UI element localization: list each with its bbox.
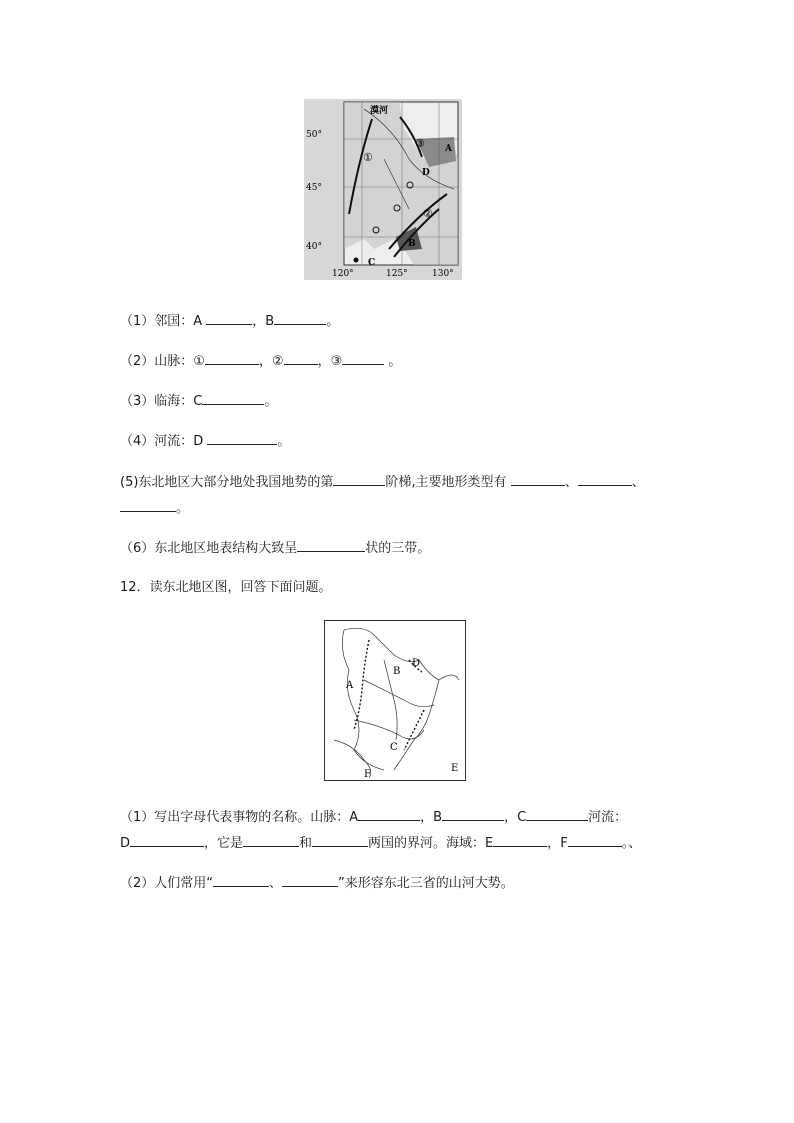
q11-l4-prefix: （4）河流：D — [120, 434, 208, 449]
q11-l5b-end: 。 — [176, 501, 190, 516]
map1-marker-a: A — [445, 144, 452, 154]
lat-label-45: 45° — [306, 183, 322, 193]
q12-l2-border: 两国的界河。海域：E — [368, 836, 494, 851]
answer-blank-12-c[interactable] — [526, 808, 588, 821]
q12-line-1 — [120, 808, 627, 826]
city-label-mohe: 漠河 — [370, 106, 389, 116]
map-1-svg — [304, 99, 462, 280]
northeast-map-figure-1 — [304, 99, 462, 280]
answer-blank-terrain-1[interactable] — [511, 473, 565, 486]
q12-l3-prefix: （2）人们常用“ — [120, 876, 214, 891]
q11-l1-end: 。 — [326, 314, 340, 329]
q12-line-3 — [120, 874, 514, 892]
q12-l1-prefix: （1）写出字母代表事物的名称。山脉：A — [120, 810, 359, 825]
q12-l2-end: 。、 — [621, 836, 642, 851]
q11-l2-sep1: ，② — [258, 354, 284, 369]
q12-line-2 — [120, 834, 641, 852]
lon-label-130: 130° — [432, 269, 454, 279]
q11-l6-prefix: （6）东北地区地表结构大致呈 — [120, 541, 298, 556]
q11-line-4 — [120, 432, 290, 450]
map2-label-f: F — [364, 769, 371, 780]
map1-marker-d: D — [422, 168, 430, 178]
q11-line-5 — [120, 473, 645, 491]
map2-label-b: B — [393, 666, 401, 677]
lat-label-40: 40° — [306, 242, 322, 252]
answer-blank-terrain-2[interactable] — [578, 473, 632, 486]
answer-blank-country-1[interactable] — [243, 834, 299, 847]
q12-l2-f: ，F — [547, 836, 568, 851]
answer-blank-mountain-3[interactable] — [342, 352, 384, 365]
map1-marker-2: ② — [423, 207, 433, 220]
q11-line-1 — [120, 312, 339, 330]
answer-blank-12-f[interactable] — [568, 834, 622, 847]
q11-line-3 — [120, 392, 277, 410]
answer-blank-step[interactable] — [333, 473, 385, 486]
q11-l1-prefix: （1）邻国：A — [120, 314, 207, 329]
q11-l6-end: 状的三带。 — [365, 541, 431, 556]
answer-blank-mountain-2[interactable] — [284, 352, 318, 365]
q12-l1-river: 河流： — [588, 810, 628, 825]
map1-marker-c: C — [368, 258, 376, 268]
map2-label-d: D — [412, 658, 421, 669]
answer-blank-river-d[interactable] — [207, 432, 277, 445]
answer-blank-a[interactable] — [206, 312, 252, 325]
answer-blank-sea-c[interactable] — [202, 392, 264, 405]
q11-l4-end: 。 — [277, 434, 291, 449]
q11-l5-sep: 、 — [564, 475, 578, 490]
q11-l2-prefix: （2）山脉：① — [120, 354, 205, 369]
q12-l2-and: 和 — [299, 836, 313, 851]
answer-blank-country-2[interactable] — [312, 834, 368, 847]
q12-l1-c: ，C — [504, 810, 527, 825]
answer-blank-12-a[interactable] — [358, 808, 420, 821]
q12-l2-d: D — [120, 836, 131, 851]
map1-marker-3: ③ — [415, 137, 425, 150]
answer-blank-mountain-1[interactable] — [205, 352, 259, 365]
answer-blank-structure[interactable] — [297, 539, 365, 552]
lat-label-50: 50° — [306, 130, 322, 140]
q11-line-6 — [120, 539, 430, 557]
answer-blank-12-e[interactable] — [493, 834, 547, 847]
q11-l5-prefix: (5)东北地区大部分地处我国地势的第 — [120, 475, 334, 490]
map-2-svg — [324, 620, 466, 781]
q11-l3-prefix: （3）临海：C — [120, 394, 203, 409]
q12-l3-sep: 、 — [269, 876, 283, 891]
q12-l1-b: ，B — [420, 810, 443, 825]
lon-label-125: 125° — [386, 269, 408, 279]
q11-l2-sep2: ，③ — [317, 354, 343, 369]
q11-l2-end: 。 — [384, 354, 402, 369]
answer-blank-phrase-2[interactable] — [282, 874, 338, 887]
q11-l5-mid: 阶梯,主要地形类型有 — [385, 475, 511, 490]
answer-blank-12-b[interactable] — [442, 808, 504, 821]
answer-blank-12-d[interactable] — [130, 834, 204, 847]
q12-title: 12．读东北地区图，回答下面问题。 — [120, 580, 332, 595]
map2-label-a: A — [346, 680, 354, 691]
q12-l3-end: ”来形容东北三省的山河大势。 — [338, 876, 514, 891]
q11-line-2 — [120, 352, 401, 370]
map1-marker-b: B — [408, 239, 416, 249]
map1-marker-1: ① — [363, 151, 373, 164]
q11-line-5b — [120, 499, 189, 517]
lon-label-120: 120° — [332, 269, 354, 279]
northeast-map-figure-2 — [324, 620, 466, 781]
q12-l2-it: ，它是 — [204, 836, 244, 851]
q11-l5-sep2: 、 — [631, 475, 645, 490]
q11-l3-end: 。 — [264, 394, 278, 409]
answer-blank-terrain-3[interactable] — [120, 499, 176, 512]
map2-label-c: C — [390, 742, 398, 753]
answer-blank-phrase-1[interactable] — [213, 874, 269, 887]
map2-label-e: E — [451, 763, 459, 774]
q11-l1-sep: ，B — [252, 314, 275, 329]
answer-blank-b[interactable] — [274, 312, 326, 325]
